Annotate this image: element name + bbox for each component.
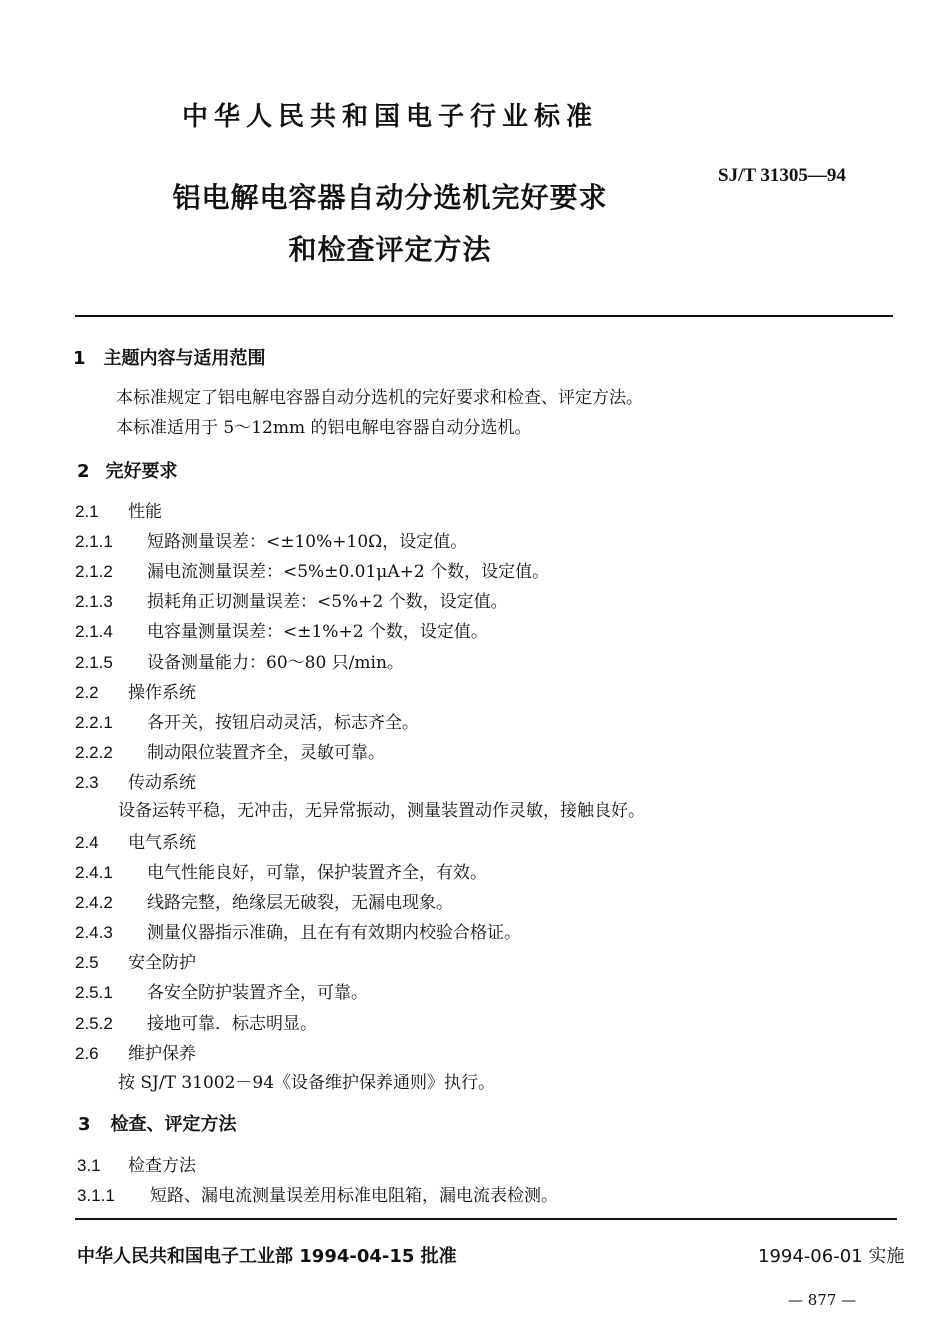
clause-row — [118, 796, 645, 821]
clause-text: 各开关，按钮启动灵活，标志齐全。 — [147, 713, 419, 733]
clause-text: 漏电流测量误差：<5%±0.01μA+2 个数，设定值。 — [147, 562, 550, 582]
clause-text: 检查方法 — [128, 1156, 196, 1176]
clause-row — [75, 918, 521, 943]
clause-text: 按 SJ/T 31002－94《设备维护保养通则》执行。 — [118, 1073, 496, 1093]
section-3-heading — [78, 1110, 237, 1136]
clause-number: 2.5.2 — [75, 1014, 113, 1033]
standard-number: SJ/T 31305—94 — [718, 165, 846, 186]
clause-text: 测量仪器指示准确，且在有有效期内校验合格证。 — [147, 923, 521, 943]
clause-number: 2.2 — [75, 683, 99, 702]
clause-row — [75, 948, 196, 973]
clause-text: 制动限位装置齐全，灵敏可靠。 — [147, 743, 385, 763]
clause-number: 2.1.2 — [75, 562, 113, 581]
clause-number: 2.2.2 — [75, 743, 113, 762]
clause-text: 电容量测量误差：<±1%+2 个数，设定值。 — [147, 622, 488, 642]
document-title-line1: 铝电解电容器自动分选机完好要求 — [172, 181, 608, 214]
clause-text: 设备运转平稳，无冲击，无异常振动，测量装置动作灵敏，接触良好。 — [118, 801, 645, 821]
clause-text: 损耗角正切测量误差：<5%+2 个数，设定值。 — [147, 592, 508, 612]
implementation-date: 1994-06-01 实施 — [758, 1246, 905, 1267]
page-number: — 877 — — [788, 1291, 857, 1309]
clause-text: 安全防护 — [128, 953, 196, 973]
clause-number: 2.1.5 — [75, 653, 113, 672]
section-3-number: 3 — [78, 1114, 91, 1135]
clause-text: 电气系统 — [128, 833, 196, 853]
clause-text: 线路完整，绝缘层无破裂，无漏电现象。 — [147, 893, 453, 913]
clause-row — [75, 768, 196, 793]
clause-text: 操作系统 — [128, 683, 196, 703]
clause-number: 3.1 — [77, 1156, 101, 1175]
clause-row — [75, 557, 549, 582]
clause-row — [118, 1068, 495, 1093]
clause-number: 2.3 — [75, 773, 99, 792]
section-1-title: 主题内容与适用范围 — [103, 348, 266, 369]
clause-number: 2.6 — [75, 1044, 99, 1063]
clause-number: 2.1.1 — [75, 532, 113, 551]
section-2-number: 2 — [77, 461, 90, 482]
approval-line: 中华人民共和国电子工业部 1994-04-15 批准 — [77, 1246, 457, 1267]
clause-row — [75, 587, 508, 612]
clause-number: 2.4 — [75, 833, 99, 852]
clause-row — [75, 738, 385, 763]
clause-row — [75, 497, 162, 522]
section-1-paragraph: 本标准适用于 5～12mm 的铝电解电容器自动分选机。 — [116, 418, 532, 438]
clause-row — [75, 828, 196, 853]
clause-text: 电气性能良好，可靠，保护装置齐全，有效。 — [147, 863, 487, 883]
clause-text: 短路、漏电流测量误差用标准电阻箱，漏电流表检测。 — [150, 1186, 558, 1206]
clause-row — [75, 1009, 317, 1034]
clause-row — [75, 648, 404, 673]
section-1-heading — [73, 344, 266, 370]
clause-number: 2.1.3 — [75, 592, 113, 611]
clause-text: 性能 — [128, 502, 162, 522]
section-3-title: 检查、评定方法 — [110, 1114, 237, 1135]
clause-number: 2.2.1 — [75, 713, 113, 732]
clause-row — [75, 708, 419, 733]
bottom-divider — [75, 1218, 897, 1220]
clause-text: 接地可靠．标志明显。 — [147, 1014, 317, 1034]
section-1-paragraph: 本标准规定了铝电解电容器自动分选机的完好要求和检查、评定方法。 — [116, 388, 643, 408]
clause-row — [75, 888, 453, 913]
top-divider — [75, 315, 893, 317]
clause-number: 2.1 — [75, 502, 99, 521]
clause-number: 2.4.2 — [75, 893, 113, 912]
clause-row — [75, 678, 196, 703]
clause-text: 各安全防护装置齐全，可靠。 — [147, 983, 368, 1003]
clause-number: 2.4.1 — [75, 863, 113, 882]
clause-text: 维护保养 — [128, 1044, 196, 1064]
clause-number: 2.4.3 — [75, 923, 113, 942]
clause-number: 2.5 — [75, 953, 99, 972]
clause-number: 2.5.1 — [75, 983, 113, 1002]
section-2-title: 完好要求 — [105, 461, 178, 482]
clause-number: 2.1.4 — [75, 622, 113, 641]
section-1-number: 1 — [73, 348, 86, 369]
clause-text: 短路测量误差：<±10%+10Ω，设定值。 — [147, 532, 468, 552]
clause-text: 设备测量能力：60～80 只/min。 — [147, 653, 404, 673]
clause-text: 传动系统 — [128, 773, 196, 793]
clause-number: 3.1.1 — [77, 1186, 115, 1205]
clause-row — [75, 978, 368, 1003]
clause-row — [77, 1151, 196, 1176]
section-2-heading — [77, 457, 178, 483]
clause-row — [77, 1181, 558, 1206]
clause-row — [75, 1039, 196, 1064]
clause-row — [75, 617, 488, 642]
clause-row — [75, 858, 487, 883]
standard-body-title: 中华人民共和国电子行业标准 — [181, 102, 598, 132]
clause-row — [75, 527, 467, 552]
document-title-line2: 和检查评定方法 — [288, 233, 492, 266]
